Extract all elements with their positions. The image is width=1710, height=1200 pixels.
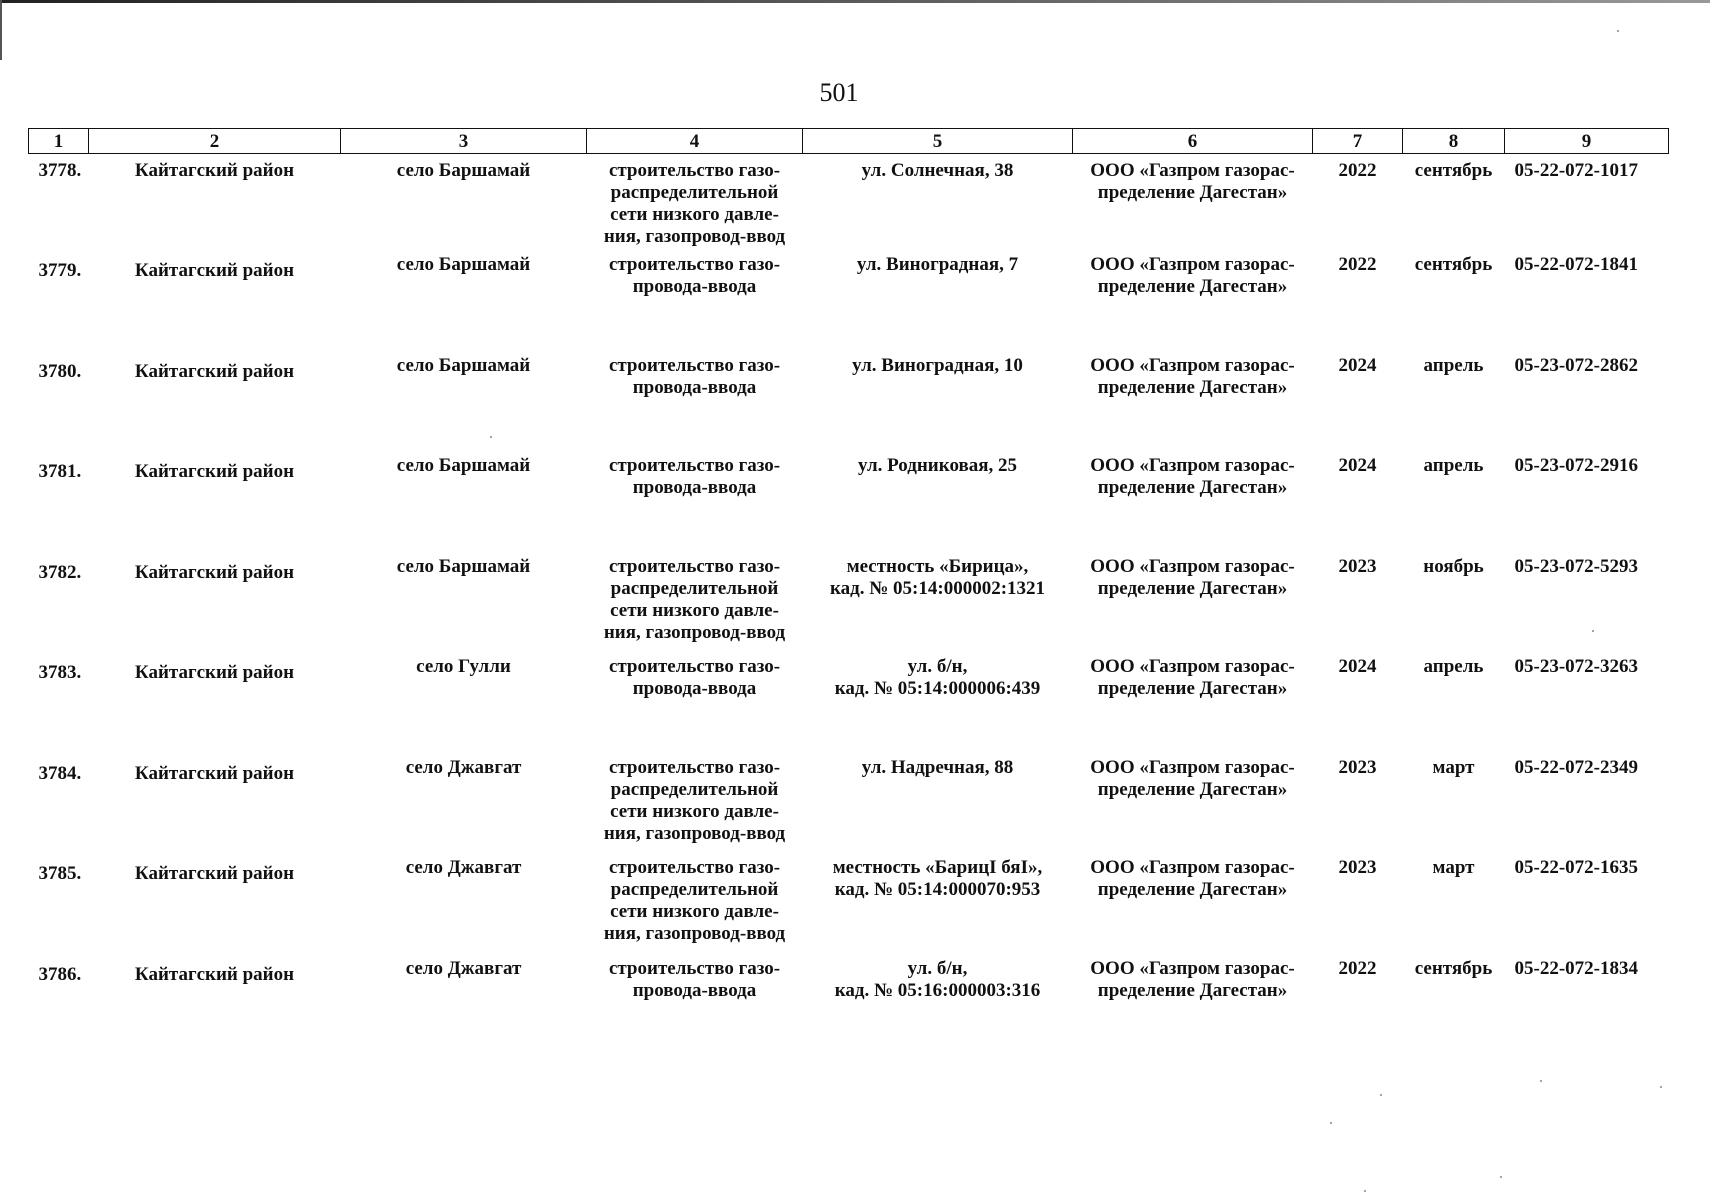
address-cell (803, 958, 1073, 1059)
district-cell (89, 857, 341, 958)
work-type-cell-line: сети низкого давле- (610, 901, 779, 922)
year-cell (1313, 154, 1403, 255)
settlement-cell (341, 355, 587, 456)
work-type-cell-line: строительство газо- (608, 656, 781, 677)
month-cell (1403, 154, 1505, 255)
district-cell-line: Кайтагский район (134, 762, 295, 784)
organization-cell-line: пределение Дагестан» (1097, 376, 1288, 398)
organization-cell-line: ООО «Газпром газорас- (1090, 354, 1295, 376)
work-type-cell-line: строительство газо- (608, 354, 781, 376)
district-cell (89, 656, 341, 757)
settlement-cell-line: село Баршамай (396, 555, 531, 577)
registry-table (28, 128, 1669, 1058)
address-cell-line: кад. № 05:14:000006:439 (834, 678, 1041, 699)
scan-speck (1330, 1122, 1332, 1124)
district-cell-line: Кайтагский район (134, 160, 295, 181)
work-type-cell-line: распределительной (610, 577, 779, 599)
organization-cell-line: пределение Дагестан» (1097, 276, 1288, 297)
work-type-cell-line: сети низкого давле- (610, 800, 779, 822)
month-cell (1403, 857, 1505, 958)
month-cell-line: сентябрь (1414, 254, 1493, 275)
scan-speck (1660, 1086, 1662, 1088)
settlement-cell (341, 254, 587, 355)
work-type-cell-line: строительство газо- (608, 455, 781, 476)
settlement-cell-line: село Джавгат (405, 957, 522, 979)
page-number: 501 (819, 78, 859, 107)
work-type-cell (587, 857, 803, 958)
district-cell (89, 154, 341, 255)
district-cell-line: Кайтагский район (134, 461, 295, 482)
settlement-cell (341, 757, 587, 858)
settlement-cell (341, 556, 587, 657)
organization-cell-line: пределение Дагестан» (1097, 477, 1288, 498)
work-type-cell-line: провода-ввода (632, 376, 757, 398)
table-row (29, 254, 1669, 355)
organization-cell-line: пределение Дагестан» (1097, 182, 1288, 203)
address-cell (803, 455, 1073, 556)
column-header: 7 (1313, 129, 1403, 154)
row-number (29, 757, 89, 858)
row-number-line: 3786. (38, 963, 82, 985)
district-cell-line: Кайтагский район (134, 260, 295, 281)
row-number-line: 3778. (38, 160, 82, 181)
scan-edge-top (0, 0, 1710, 3)
year-cell-line: 2023 (1338, 756, 1377, 778)
work-type-cell-line: строительство газо- (608, 160, 781, 181)
work-type-cell (587, 254, 803, 355)
address-cell-line: ул. б/н, (907, 957, 968, 979)
work-type-cell-line: ния, газопровод-ввод (603, 923, 786, 944)
settlement-cell-line: село Баршамай (396, 354, 531, 376)
district-cell-line: Кайтагский район (134, 561, 295, 583)
organization-cell-line: ООО «Газпром газорас- (1090, 455, 1295, 476)
settlement-cell-line: село Баршамай (396, 160, 531, 181)
column-header: 5 (803, 129, 1073, 154)
address-cell-line: ул. б/н, (907, 656, 968, 677)
year-cell (1313, 757, 1403, 858)
organization-cell-line: ООО «Газпром газорас- (1090, 756, 1295, 778)
table-row (29, 154, 1669, 255)
scan-speck (1364, 1190, 1366, 1192)
year-cell-line: 2023 (1338, 857, 1377, 878)
work-type-cell (587, 355, 803, 456)
row-number-line: 3783. (38, 662, 82, 683)
work-type-cell (587, 958, 803, 1059)
work-type-cell (587, 154, 803, 255)
address-cell (803, 656, 1073, 757)
code-cell-line: 05-22-072-1841 (1514, 254, 1638, 275)
work-type-cell (587, 656, 803, 757)
year-cell-line: 2023 (1338, 555, 1377, 577)
code-cell-line: 05-22-072-1834 (1514, 957, 1638, 979)
code-cell (1505, 757, 1669, 858)
settlement-cell (341, 154, 587, 255)
organization-cell-line: пределение Дагестан» (1097, 678, 1288, 699)
table-row (29, 958, 1669, 1059)
code-cell (1505, 355, 1669, 456)
code-cell-line: 05-23-072-3263 (1514, 656, 1638, 677)
column-header: 9 (1505, 129, 1669, 154)
year-cell-line: 2022 (1338, 957, 1377, 979)
address-cell-line: кад. № 05:14:000070:953 (834, 879, 1041, 900)
month-cell-line: ноябрь (1423, 555, 1484, 577)
organization-cell (1073, 455, 1313, 556)
organization-cell (1073, 254, 1313, 355)
column-header: 3 (341, 129, 587, 154)
scan-speck (490, 436, 492, 438)
organization-cell (1073, 857, 1313, 958)
month-cell-line: сентябрь (1414, 160, 1493, 181)
row-number-line: 3784. (38, 762, 82, 784)
code-cell (1505, 556, 1669, 657)
scan-speck (1592, 630, 1594, 632)
address-cell-line: ул. Родниковая, 25 (857, 455, 1018, 476)
column-header: 4 (587, 129, 803, 154)
work-type-cell-line: строительство газо- (608, 857, 781, 878)
row-number (29, 355, 89, 456)
work-type-cell-line: сети низкого давле- (610, 204, 779, 225)
address-cell (803, 154, 1073, 255)
settlement-cell (341, 455, 587, 556)
row-number (29, 656, 89, 757)
work-type-cell (587, 556, 803, 657)
table-row (29, 455, 1669, 556)
year-cell-line: 2022 (1338, 160, 1377, 181)
row-number-line: 3779. (38, 260, 82, 281)
year-cell (1313, 455, 1403, 556)
month-cell-line: апрель (1423, 354, 1484, 376)
month-cell (1403, 958, 1505, 1059)
column-header: 2 (89, 129, 341, 154)
address-cell (803, 857, 1073, 958)
code-cell-line: 05-23-072-2916 (1514, 455, 1638, 476)
district-cell (89, 757, 341, 858)
month-cell (1403, 757, 1505, 858)
organization-cell (1073, 958, 1313, 1059)
settlement-cell (341, 656, 587, 757)
code-cell (1505, 656, 1669, 757)
year-cell (1313, 556, 1403, 657)
month-cell (1403, 455, 1505, 556)
work-type-cell (587, 757, 803, 858)
code-cell-line: 05-23-072-2862 (1514, 354, 1638, 376)
row-number-line: 3785. (38, 863, 82, 884)
registry-table-body (29, 154, 1669, 1059)
district-cell (89, 355, 341, 456)
year-cell-line: 2024 (1338, 354, 1377, 376)
table-row (29, 656, 1669, 757)
district-cell-line: Кайтагский район (134, 963, 295, 985)
settlement-cell (341, 958, 587, 1059)
registry-table-container (28, 128, 1668, 1058)
row-number (29, 254, 89, 355)
code-cell (1505, 455, 1669, 556)
address-cell-line: местность «Бирица», (846, 555, 1029, 577)
year-cell (1313, 254, 1403, 355)
code-cell (1505, 254, 1669, 355)
work-type-cell-line: ния, газопровод-ввод (603, 822, 786, 844)
organization-cell (1073, 355, 1313, 456)
district-cell (89, 254, 341, 355)
row-number (29, 154, 89, 255)
year-cell (1313, 656, 1403, 757)
address-cell-line: местность «БарицI бяI», (832, 857, 1043, 878)
row-number (29, 455, 89, 556)
organization-cell-line: ООО «Газпром газорас- (1090, 857, 1295, 878)
address-cell-line: кад. № 05:16:000003:316 (834, 979, 1041, 1001)
organization-cell-line: ООО «Газпром газорас- (1090, 254, 1295, 275)
work-type-cell-line: распределительной (610, 182, 779, 203)
month-cell (1403, 355, 1505, 456)
work-type-cell-line: провода-ввода (632, 477, 757, 498)
code-cell-line: 05-22-072-1017 (1514, 160, 1638, 181)
organization-cell-line: ООО «Газпром газорас- (1090, 555, 1295, 577)
code-cell (1505, 154, 1669, 255)
year-cell (1313, 958, 1403, 1059)
district-cell-line: Кайтагский район (134, 662, 295, 683)
row-number (29, 556, 89, 657)
organization-cell (1073, 556, 1313, 657)
district-cell (89, 958, 341, 1059)
work-type-cell (587, 455, 803, 556)
settlement-cell-line: село Джавгат (405, 756, 522, 778)
district-cell-line: Кайтагский район (134, 360, 295, 382)
month-cell-line: март (1432, 857, 1475, 878)
scan-edge-left (0, 0, 2, 60)
scan-speck (1380, 1094, 1382, 1096)
work-type-cell-line: ния, газопровод-ввод (603, 226, 786, 247)
organization-cell-line: ООО «Газпром газорас- (1090, 656, 1295, 677)
address-cell-line: ул. Надречная, 88 (861, 756, 1014, 778)
year-cell-line: 2024 (1338, 455, 1377, 476)
table-row (29, 556, 1669, 657)
year-cell (1313, 857, 1403, 958)
year-cell-line: 2022 (1338, 254, 1377, 275)
month-cell (1403, 556, 1505, 657)
table-row (29, 857, 1669, 958)
district-cell-line: Кайтагский район (134, 863, 295, 884)
organization-cell-line: пределение Дагестан» (1097, 577, 1288, 599)
work-type-cell-line: провода-ввода (632, 979, 757, 1001)
work-type-cell-line: провода-ввода (632, 678, 757, 699)
address-cell-line: ул. Солнечная, 38 (861, 160, 1014, 181)
organization-cell (1073, 757, 1313, 858)
scan-speck (1540, 1080, 1542, 1082)
row-number-line: 3780. (38, 360, 82, 382)
address-cell-line: ул. Виноградная, 7 (856, 254, 1019, 275)
address-cell (803, 757, 1073, 858)
column-header: 6 (1073, 129, 1313, 154)
address-cell (803, 355, 1073, 456)
month-cell (1403, 656, 1505, 757)
work-type-cell-line: сети низкого давле- (610, 599, 779, 621)
work-type-cell-line: распределительной (610, 778, 779, 800)
district-cell (89, 455, 341, 556)
settlement-cell-line: село Гулли (416, 656, 511, 677)
month-cell-line: апрель (1423, 455, 1484, 476)
district-cell (89, 556, 341, 657)
row-number (29, 857, 89, 958)
row-number (29, 958, 89, 1059)
work-type-cell-line: ния, газопровод-ввод (603, 621, 786, 643)
code-cell-line: 05-23-072-5293 (1514, 555, 1638, 577)
address-cell (803, 556, 1073, 657)
code-cell-line: 05-22-072-1635 (1514, 857, 1638, 878)
organization-cell-line: ООО «Газпром газорас- (1090, 160, 1295, 181)
month-cell-line: апрель (1423, 656, 1484, 677)
scan-speck (1500, 1176, 1502, 1178)
settlement-cell-line: село Джавгат (405, 857, 522, 878)
work-type-cell-line: строительство газо- (608, 756, 781, 778)
organization-cell (1073, 154, 1313, 255)
organization-cell-line: ООО «Газпром газорас- (1090, 957, 1295, 979)
address-cell (803, 254, 1073, 355)
work-type-cell-line: строительство газо- (608, 254, 781, 275)
organization-cell-line: пределение Дагестан» (1097, 778, 1288, 800)
scan-speck (1617, 30, 1619, 32)
table-row (29, 757, 1669, 858)
column-header: 1 (29, 129, 89, 154)
work-type-cell-line: провода-ввода (632, 276, 757, 297)
code-cell (1505, 958, 1669, 1059)
address-cell-line: ул. Виноградная, 10 (852, 354, 1023, 376)
column-header: 8 (1403, 129, 1505, 154)
address-cell-line: кад. № 05:14:000002:1321 (829, 577, 1046, 599)
code-cell-line: 05-22-072-2349 (1514, 756, 1638, 778)
year-cell (1313, 355, 1403, 456)
table-row (29, 355, 1669, 456)
organization-cell (1073, 656, 1313, 757)
settlement-cell-line: село Баршамай (396, 254, 531, 275)
code-cell (1505, 857, 1669, 958)
month-cell (1403, 254, 1505, 355)
month-cell-line: сентябрь (1414, 957, 1493, 979)
work-type-cell-line: строительство газо- (608, 957, 781, 979)
work-type-cell-line: распределительной (610, 879, 779, 900)
month-cell-line: март (1432, 756, 1475, 778)
settlement-cell (341, 857, 587, 958)
organization-cell-line: пределение Дагестан» (1097, 879, 1288, 900)
row-number-line: 3781. (38, 461, 82, 482)
row-number-line: 3782. (38, 561, 82, 583)
column-number-header-row (29, 129, 1669, 154)
year-cell-line: 2024 (1338, 656, 1377, 677)
organization-cell-line: пределение Дагестан» (1097, 979, 1288, 1001)
work-type-cell-line: строительство газо- (608, 555, 781, 577)
settlement-cell-line: село Баршамай (396, 455, 531, 476)
